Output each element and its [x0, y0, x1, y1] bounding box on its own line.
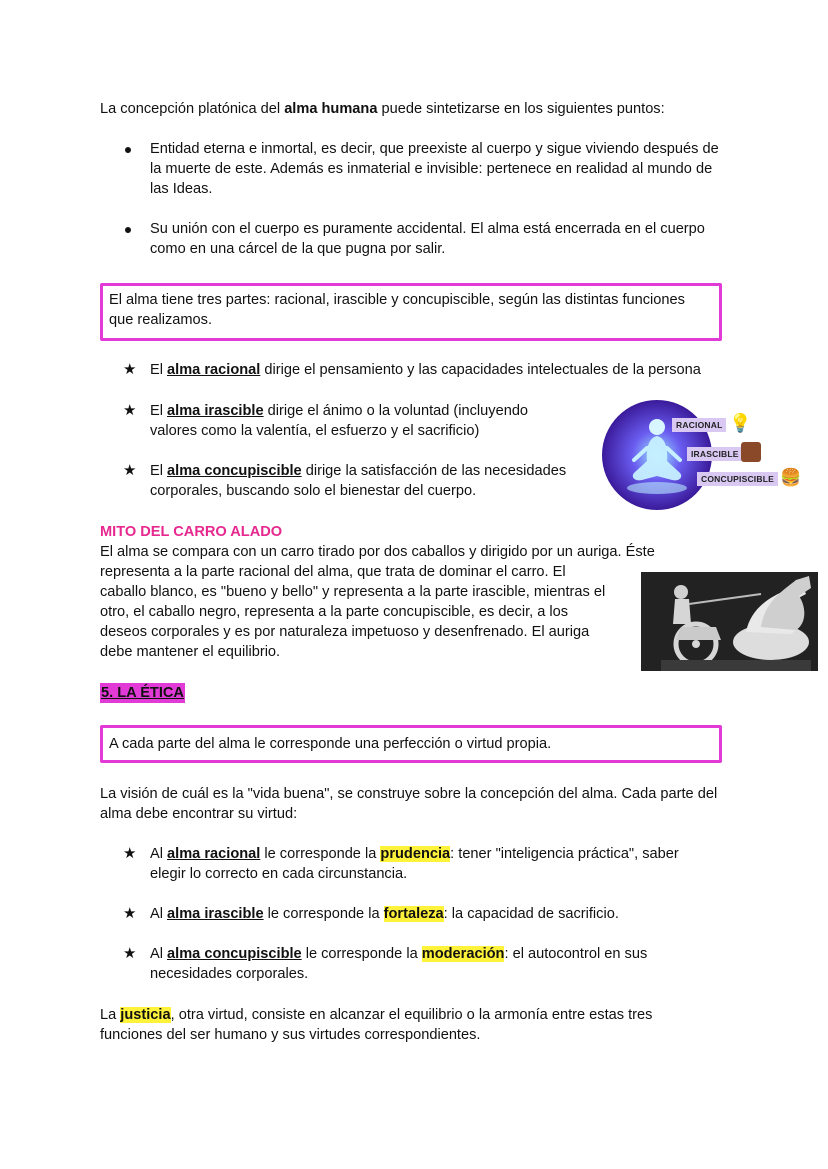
- justice-desc: , otra virtud, consiste en alcanzar el equilibrio o la armonía entre estas tres funciones del ser humano y sus virtudes correspondientes.: [100, 1007, 653, 1043]
- myth-line: El alma se compara con un carro tirado por dos caballos y dirigido por un auriga. Éste: [100, 544, 655, 560]
- part-item: [150, 461, 595, 501]
- part-term: alma irascible: [167, 403, 264, 419]
- star-bullet-icon: ★: [123, 462, 137, 479]
- part-item: [150, 401, 560, 441]
- star-bullet-icon: ★: [123, 905, 137, 922]
- virtue-part-term: alma concupiscible: [167, 946, 302, 962]
- virtue-name: moderación: [421, 946, 505, 962]
- part-term: alma concupiscible: [167, 463, 302, 479]
- virtue-mid: le corresponde la: [260, 846, 381, 862]
- virtue-part-term: alma racional: [167, 846, 261, 862]
- part-desc: dirige el pensamiento y las capacidades intelectuales de la persona: [260, 362, 701, 378]
- bullet-item: Su unión con el cuerpo es puramente accidental. El alma está encerrada en el cuerpo como en una cárcel de la que pugna por salir.: [150, 221, 705, 257]
- part-item: [150, 360, 730, 380]
- myth-line: caballo blanco, es "bueno y bello" y representa a la parte irascible, mientras el: [100, 584, 606, 600]
- part-term: alma racional: [167, 362, 261, 378]
- star-bullet-icon: ★: [123, 402, 137, 419]
- justice-paragraph: [100, 1005, 700, 1045]
- part-prefix: El: [150, 362, 168, 378]
- star-bullet-icon: ★: [123, 361, 137, 378]
- bullet-dot-icon: [125, 227, 131, 233]
- virtue-mid: le corresponde la: [301, 946, 422, 962]
- virtue-mid: le corresponde la: [263, 906, 384, 922]
- vision-paragraph: La visión de cuál es la "vida buena", se construye sobre la concepción del alma. Cada parte del alma debe encontrar su virtud:: [100, 786, 718, 822]
- myth-paragraph: [100, 542, 700, 662]
- bullet-item: Entidad eterna e inmortal, es decir, que preexiste al cuerpo y sigue viviendo después de la muerte de este. Además es inmaterial e invisible: pertenece en realidad al mundo de las Ideas.: [150, 141, 719, 197]
- virtue-prefix: Al: [150, 946, 168, 962]
- myth-line: deseos corporales y es por naturaleza impetuoso y desenfrenado. El auriga: [100, 624, 590, 640]
- justice-prefix: La: [100, 1007, 121, 1023]
- ethics-heading: 5. LA ÉTICA: [101, 685, 184, 701]
- virtue-item: [150, 944, 690, 984]
- soul-illustration: [600, 398, 810, 513]
- chariot-sculpture-image: [641, 572, 818, 671]
- justice-term: justicia: [120, 1007, 171, 1023]
- virtue-prefix: Al: [150, 906, 168, 922]
- virtue-name: prudencia: [380, 846, 451, 862]
- myth-heading: MITO DEL CARRO ALADO: [100, 524, 283, 540]
- virtue-desc: : el autocontrol en sus necesidades corporales.: [150, 946, 648, 982]
- virtue-item: [150, 844, 716, 884]
- star-bullet-icon: ★: [123, 945, 137, 962]
- burger-icon: 🍔: [780, 468, 802, 487]
- virtue-desc: : la capacidad de sacrificio.: [443, 906, 619, 922]
- virtue-callout-box: [100, 725, 722, 763]
- part-prefix: El: [150, 463, 168, 479]
- star-bullet-icon: ★: [123, 845, 137, 862]
- callout-box: [100, 283, 722, 341]
- lightbulb-icon: 💡: [729, 413, 752, 433]
- tag-concupiscible: CONCUPISCIBLE: [697, 472, 778, 486]
- virtue-name: fortaleza: [383, 906, 444, 922]
- virtue-callout-text: A cada parte del alma le corresponde una perfección o virtud propia.: [109, 736, 552, 752]
- myth-line: representa a la parte racional del alma, que trata de dominar el carro. El: [100, 564, 566, 580]
- intro-bold-term: alma humana: [284, 101, 378, 117]
- chariot-icon: [641, 572, 818, 671]
- virtue-part-term: alma irascible: [167, 906, 264, 922]
- tag-irascible: IRASCIBLE: [687, 447, 743, 461]
- myth-line: debe mantener el equilibrio.: [100, 644, 281, 660]
- bullet-dot-icon: [125, 147, 131, 153]
- virtue-prefix: Al: [150, 846, 168, 862]
- myth-line: otro, el caballo negro, representa a la parte concupiscible, es decir, a los: [100, 604, 569, 620]
- virtue-item: [150, 904, 730, 924]
- virtue-desc: : tener "inteligencia práctica", saber elegir lo correcto en cada circunstancia.: [150, 846, 679, 882]
- intro-text-end: puede sintetizarse en los siguientes puntos:: [377, 101, 665, 117]
- part-desc: dirige el ánimo o la voluntad (incluyendo valores como la valentía, el esfuerzo y el sacrificio): [150, 403, 529, 439]
- intro-text: La concepción platónica del: [100, 101, 285, 117]
- part-prefix: El: [150, 403, 168, 419]
- fist-icon: [741, 442, 761, 462]
- intro-paragraph: [100, 99, 740, 119]
- tag-racional: RACIONAL: [672, 418, 726, 432]
- callout-text: El alma tiene tres partes: racional, irascible y concupiscible, según las distintas funciones que realizamos.: [109, 292, 685, 328]
- part-desc: dirige la satisfacción de las necesidades corporales, buscando solo el bienestar del cuerpo.: [150, 463, 567, 499]
